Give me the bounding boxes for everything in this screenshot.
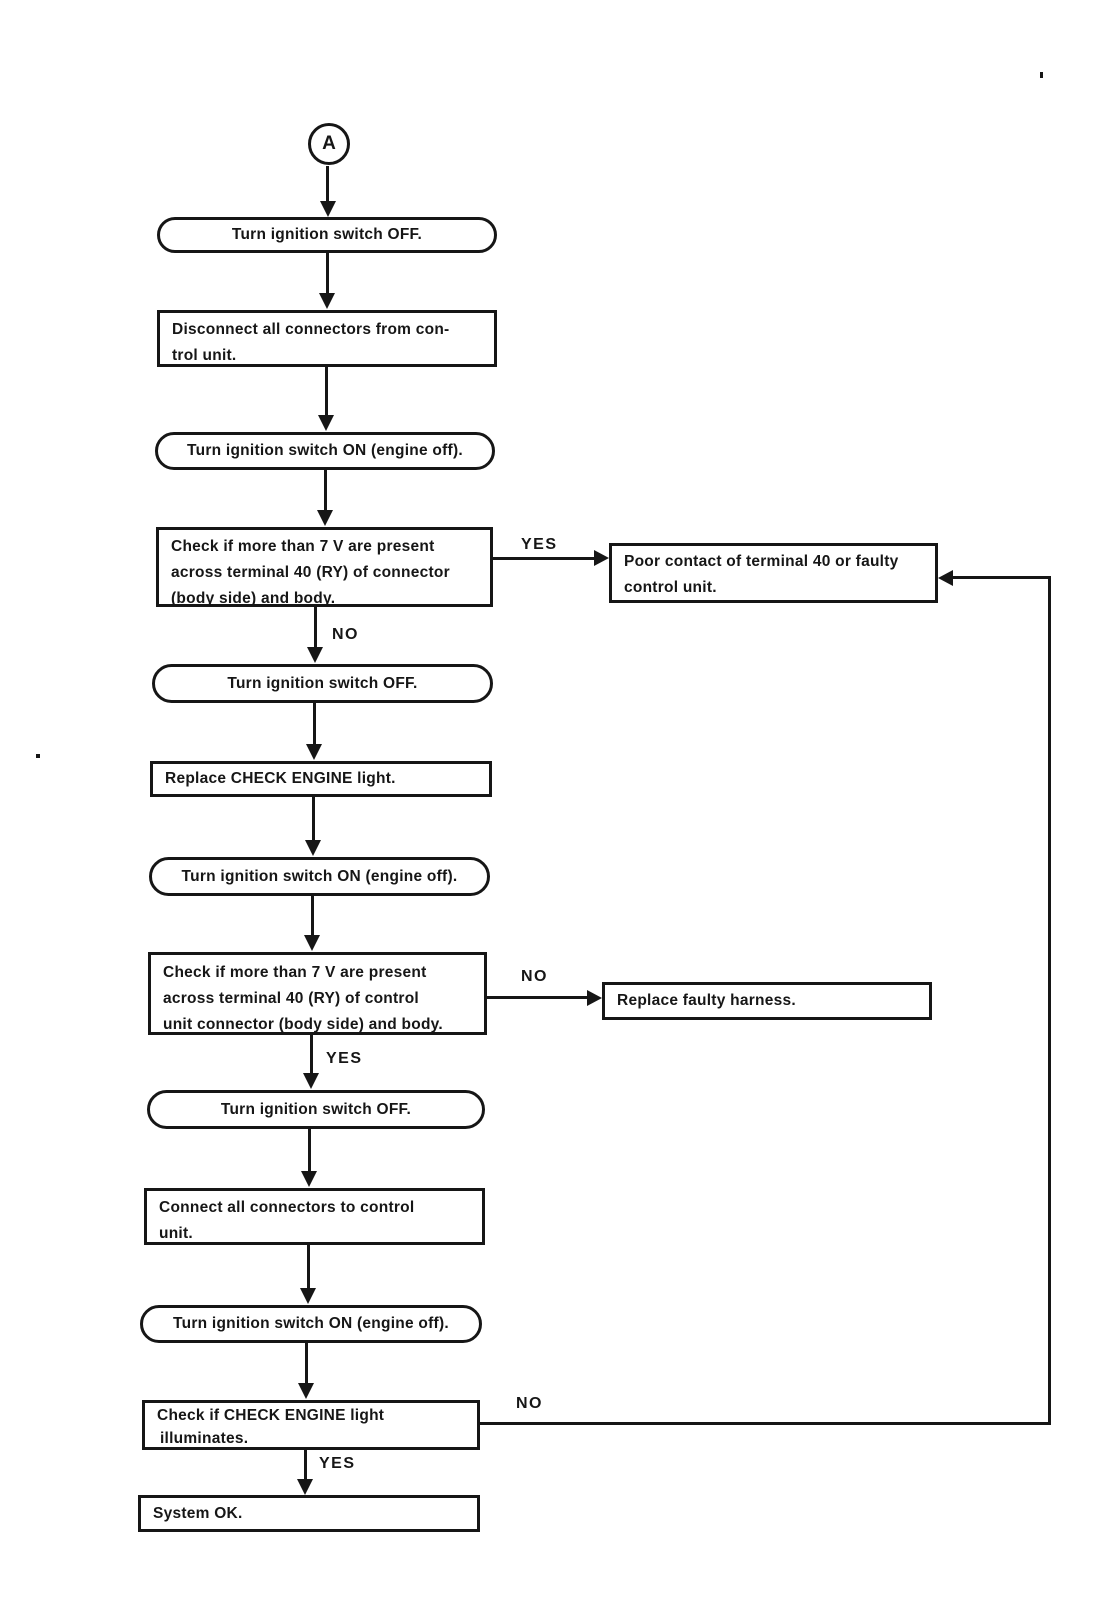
node-check-engine-light-illuminates — [142, 1400, 480, 1450]
node-system-ok — [138, 1495, 480, 1532]
arrow-down-icon — [300, 1288, 316, 1304]
arrow-line — [304, 1450, 307, 1480]
arrow-line — [313, 703, 316, 745]
node-text-line: Disconnect all connectors from con- — [172, 321, 450, 338]
feedback-line-bottom — [480, 1422, 1051, 1425]
node-turn-ignition-on-1 — [155, 432, 495, 470]
arrow-down-icon — [301, 1171, 317, 1187]
node-text-line: across terminal 40 (RY) of control — [163, 990, 419, 1007]
connector-a-circle — [308, 123, 350, 165]
arrow-line — [312, 797, 315, 841]
node-text: Turn ignition switch ON (engine off). — [181, 867, 458, 885]
scan-speck — [36, 754, 40, 758]
node-text-line: illuminates. — [160, 1430, 249, 1447]
node-text-line: unit connector (body side) and body. — [163, 1016, 443, 1033]
arrow-line — [311, 896, 314, 936]
node-turn-ignition-off-1 — [157, 217, 497, 253]
scan-speck — [1040, 72, 1043, 78]
node-text: Replace faulty harness. — [617, 992, 796, 1009]
arrow-line — [308, 1129, 311, 1172]
arrow-down-icon — [305, 840, 321, 856]
node-text: Replace CHECK ENGINE light. — [165, 770, 396, 787]
arrow-down-icon — [320, 201, 336, 217]
arrow-line — [325, 367, 328, 416]
edge-label-yes: YES — [326, 1050, 363, 1067]
node-text-line: unit. — [159, 1225, 193, 1242]
edge-label-yes: YES — [521, 536, 558, 553]
feedback-line-top — [951, 576, 1051, 579]
arrow-down-icon — [307, 647, 323, 663]
edge-label-yes: YES — [319, 1455, 356, 1472]
arrow-down-icon — [317, 510, 333, 526]
arrow-down-icon — [319, 293, 335, 309]
node-replace-check-engine-light — [150, 761, 492, 797]
node-text-line: Check if CHECK ENGINE light — [157, 1407, 385, 1424]
node-turn-ignition-on-2 — [149, 857, 490, 896]
node-text-line: Check if more than 7 V are present — [171, 538, 435, 555]
arrow-down-icon — [297, 1479, 313, 1495]
arrow-line — [310, 1035, 313, 1074]
arrow-down-icon — [318, 415, 334, 431]
edge-label-no: NO — [521, 968, 548, 985]
arrow-line — [305, 1343, 308, 1384]
arrow-line — [487, 996, 588, 999]
arrow-line — [326, 166, 329, 202]
node-text: Turn ignition switch ON (engine off). — [187, 442, 463, 459]
node-text-line: across terminal 40 (RY) of connector — [171, 564, 450, 581]
arrow-line — [314, 607, 317, 648]
feedback-line-vertical — [1048, 576, 1051, 1425]
edge-label-no: NO — [332, 626, 359, 643]
node-disconnect-connectors — [157, 310, 497, 367]
arrow-down-icon — [303, 1073, 319, 1089]
arrow-down-icon — [306, 744, 322, 760]
node-connect-connectors — [144, 1188, 485, 1245]
node-turn-ignition-off-2 — [152, 664, 493, 703]
node-check-7v-connector — [156, 527, 493, 607]
node-text: Turn ignition switch ON (engine off). — [173, 1315, 449, 1332]
node-turn-ignition-on-3 — [140, 1305, 482, 1343]
node-text-line: (body side) and body. — [171, 590, 336, 607]
arrow-line — [493, 557, 595, 560]
node-text: System OK. — [153, 1504, 243, 1522]
node-text: Turn ignition switch OFF. — [220, 1100, 412, 1118]
node-check-7v-control-unit — [148, 952, 487, 1035]
node-text: Turn ignition switch OFF. — [227, 674, 418, 692]
arrow-down-icon — [304, 935, 320, 951]
arrow-right-icon — [594, 550, 609, 566]
arrow-line — [326, 253, 329, 294]
arrow-down-icon — [298, 1383, 314, 1399]
node-turn-ignition-off-3 — [147, 1090, 485, 1129]
node-text-line: trol unit. — [172, 347, 237, 364]
node-poor-contact-terminal40 — [609, 543, 938, 603]
node-text: Turn ignition switch OFF. — [231, 226, 423, 243]
node-text-line: Check if more than 7 V are present — [163, 964, 427, 981]
arrow-left-icon — [938, 570, 953, 586]
arrow-line — [324, 470, 327, 511]
arrow-line — [307, 1245, 310, 1289]
arrow-right-icon — [587, 990, 602, 1006]
node-text-line: Poor contact of terminal 40 or faulty — [624, 553, 899, 570]
node-replace-faulty-harness — [602, 982, 932, 1020]
connector-a-label: A — [322, 133, 336, 154]
node-text-line: Connect all connectors to control — [159, 1199, 415, 1216]
node-text-line: control unit. — [624, 579, 717, 596]
edge-label-no: NO — [516, 1395, 543, 1412]
